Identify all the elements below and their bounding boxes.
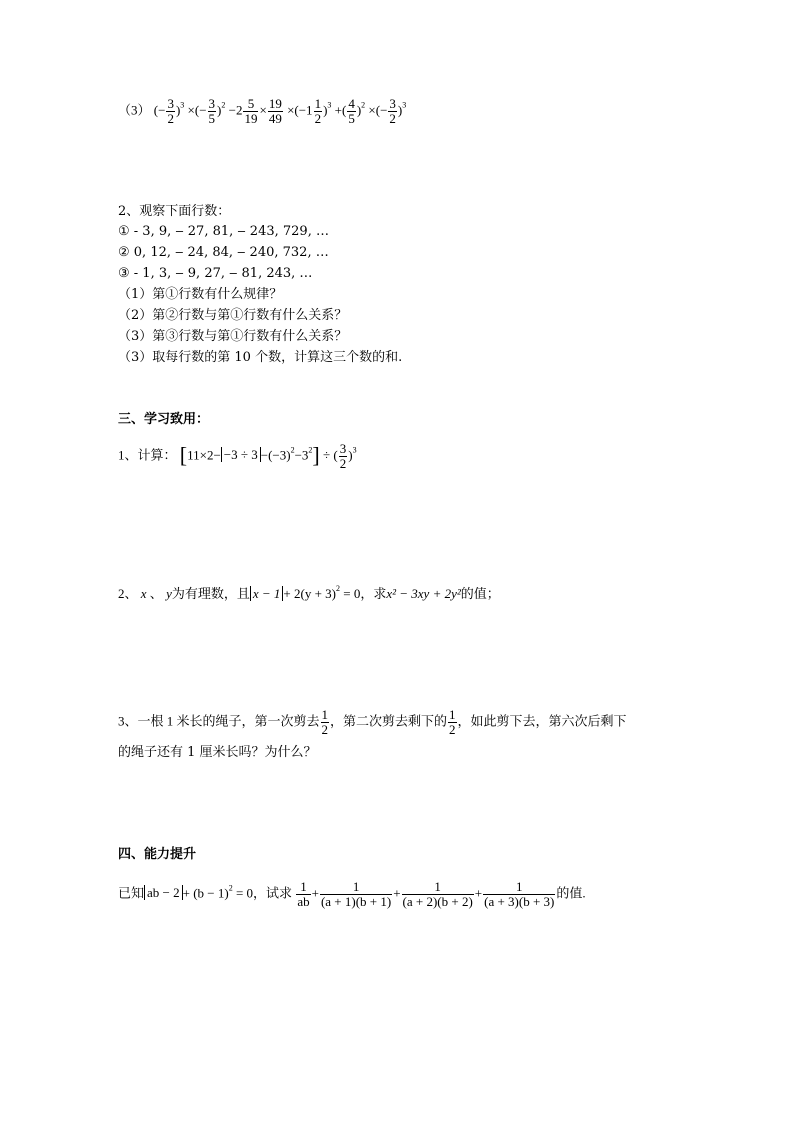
fraction: $\frac{5}{19}$	[244, 96, 258, 126]
expr-part: +(	[334, 102, 347, 118]
expr-part: )	[356, 102, 362, 118]
expr-part: ÷ (	[323, 447, 338, 463]
fraction: $\frac{1}{2}$	[449, 707, 456, 737]
q2-question-3: （3）第③行数与第①行数有什么关系？	[118, 329, 348, 344]
polynomial: x² − 3xy + 2y²	[386, 586, 461, 601]
plus-sign: +	[393, 885, 401, 901]
expr-part: 11×2−	[187, 447, 221, 463]
separator: 、	[149, 586, 163, 601]
s3-q3-line-1	[118, 708, 627, 737]
fraction: $\frac{1}{2}$	[314, 96, 322, 126]
s3-q2	[118, 585, 500, 603]
expr-part: −(−3)	[260, 447, 291, 463]
fraction: $\frac{3}{2}$	[389, 96, 396, 126]
fraction: $\frac{4}{5}$	[348, 96, 355, 126]
exponent: 2	[308, 445, 313, 455]
left-bracket: [	[179, 442, 188, 468]
exponent: 3	[402, 100, 407, 110]
absolute-value: x − 1	[250, 586, 284, 601]
exponent: 2	[221, 100, 226, 110]
q2-row-1: ① - 3, 9, ‒ 27, 81, ‒ 243, 729, …	[118, 224, 329, 239]
q2-title: 2、观察下面行数：	[118, 204, 231, 219]
s3-q1	[118, 442, 357, 471]
absolute-value: ab − 2	[144, 885, 183, 900]
expr-part: ×(−	[368, 102, 388, 118]
q2-row-3: ③ - 1, 3, ‒ 9, 27, ‒ 81, 243, …	[118, 266, 313, 281]
plus-sign: +	[311, 885, 319, 901]
right-bracket: ]	[312, 442, 320, 468]
exponent: 2	[361, 100, 366, 110]
section-3-title: 三、学习致用：	[118, 412, 210, 427]
text: ，试求	[253, 885, 293, 901]
q2-row-2: ② 0, 12, ‒ 24, 84, ‒ 240, 732, …	[118, 245, 329, 260]
problem-3-expression	[118, 97, 406, 126]
expr-part: = 0	[343, 586, 361, 601]
expr-part: −2	[228, 102, 243, 118]
fraction: $\frac{19}{49}$	[268, 96, 282, 126]
expr-part: ×(−1	[287, 102, 313, 118]
fraction: $\frac{1}{(a + 2)(b + 2)}$	[402, 879, 473, 909]
s3-q3-line-2: 的绳子还有 1 厘米长吗？为什么？	[118, 745, 317, 760]
s3-q2-label: 2、	[118, 586, 138, 601]
q2-question-4: （3）取每行数的第 10 个数，计算这三个数的和.	[118, 350, 403, 365]
expr-part: ×(−	[187, 102, 207, 118]
expr-part: = 0	[235, 885, 254, 901]
text: 已知	[118, 885, 145, 901]
s3-q1-label: 1、计算：	[118, 447, 177, 463]
section-4-title: 四、能力提升	[118, 847, 197, 862]
text: 的值.	[556, 885, 586, 901]
q2-question-2: （2）第②行数与第①行数有什么关系？	[118, 308, 348, 323]
exponent: 2	[335, 584, 340, 593]
text: ，如此剪下去，第六次后剩下	[457, 713, 627, 729]
fraction: $\frac{3}{2}$	[167, 96, 174, 126]
expr-part: ×	[259, 102, 267, 118]
text: ，第二次剪去剩下的	[330, 713, 448, 729]
expr-part: )	[397, 102, 403, 118]
fraction: $\frac{1}{(a + 3)(b + 3)}$	[484, 879, 555, 909]
expr-part: )	[323, 102, 328, 118]
exponent: 2	[228, 883, 233, 893]
text: 的值；	[460, 586, 500, 601]
expr-part: )	[217, 102, 222, 118]
expr-part: + (b − 1)	[182, 885, 229, 901]
q2-question-1: （1）第①行数有什么规律？	[118, 287, 283, 302]
problem-index: （3）	[118, 102, 151, 118]
text: ，求	[360, 586, 387, 601]
expr-part: (−	[153, 102, 166, 118]
expr-part: + 2(y + 3)	[283, 586, 336, 601]
text: 为有理数，且	[171, 586, 250, 601]
exponent: 3	[180, 100, 185, 110]
fraction: $\frac{1}{ab}$	[297, 879, 310, 909]
var-y: y	[166, 586, 172, 601]
absolute-value: −3 ÷ 3	[221, 447, 261, 462]
var-x: x	[140, 586, 147, 601]
text: 3、一根 1 米长的绳子，第一次剪去	[118, 713, 320, 729]
s4-problem	[118, 880, 586, 909]
fraction: $\frac{3}{2}$	[339, 441, 347, 471]
expr-part: −3	[294, 447, 309, 463]
plus-sign: +	[474, 885, 483, 901]
exponent: 3	[327, 100, 332, 110]
fraction: $\frac{1}{(a + 1)(b + 1)}$	[320, 879, 392, 909]
exponent: 2	[290, 445, 295, 455]
expr-part: )	[348, 447, 353, 463]
expr-part: )	[175, 102, 181, 118]
exponent: 3	[352, 445, 357, 455]
fraction: $\frac{3}{5}$	[208, 96, 216, 126]
fraction: $\frac{1}{2}$	[321, 707, 329, 737]
